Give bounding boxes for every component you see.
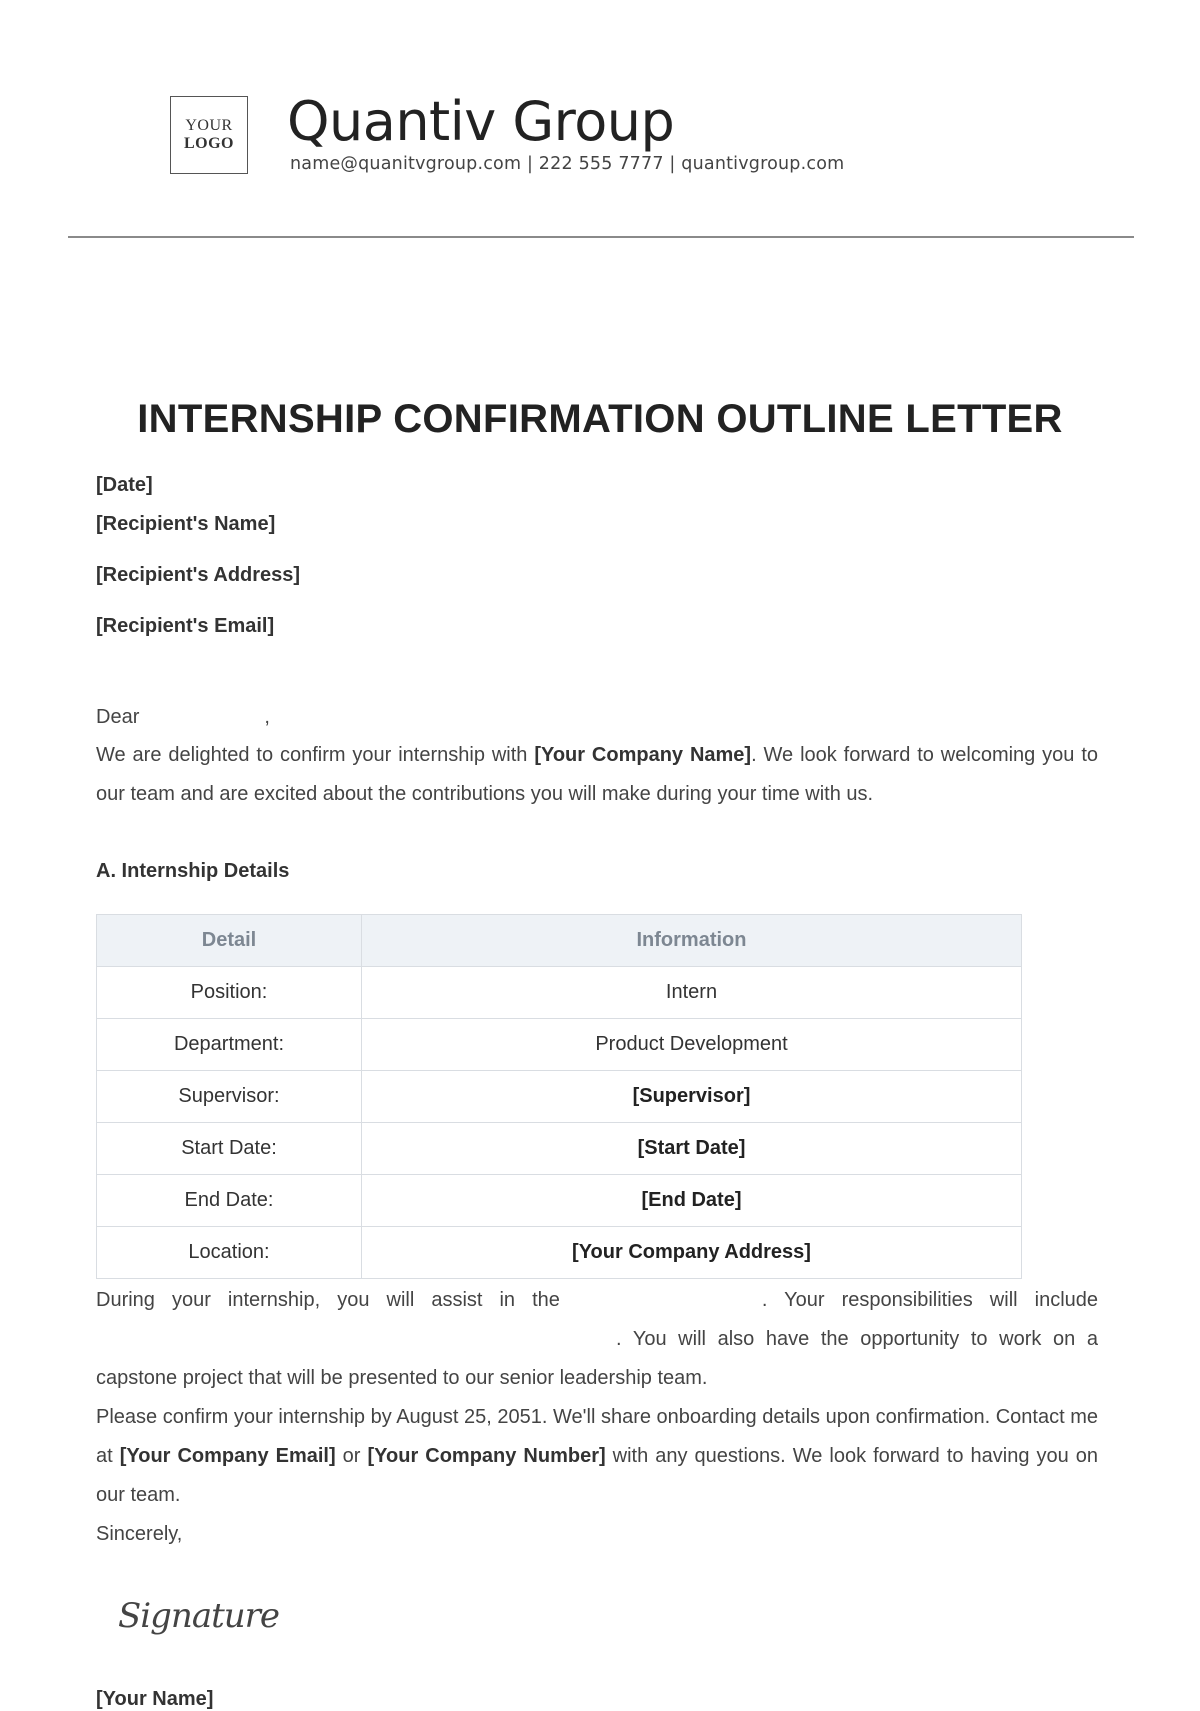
table-cell-info: Product Development — [362, 1019, 1022, 1071]
table-header-information: Information — [362, 915, 1022, 967]
signature: Signature — [118, 1596, 280, 1636]
table-header-detail: Detail — [97, 915, 362, 967]
logo-text-line2: LOGO — [183, 135, 234, 152]
table-row — [97, 1071, 1022, 1123]
header-divider — [68, 236, 1134, 238]
table-header-row — [97, 915, 1022, 967]
company-name-placeholder: [Your Company Name] — [534, 744, 752, 766]
table-cell-detail: Supervisor: — [97, 1071, 362, 1123]
duties-text-2: . Your responsibilities will include — [761, 1289, 1098, 1311]
recipient-name: [Recipient's Name] — [96, 513, 276, 535]
company-number-placeholder: [Your Company Number] — [367, 1445, 606, 1467]
table-cell-detail: Position: — [97, 967, 362, 1019]
duties-text-3: . You will also have the opportunity to work on a capstone project that will be presented to our senior leadership team. — [96, 1328, 1098, 1389]
logo-text-line1: YOUR — [185, 117, 233, 134]
table-cell-detail: Department: — [97, 1019, 362, 1071]
confirmation-paragraph — [96, 1398, 1098, 1515]
salutation-comma: , — [264, 706, 270, 728]
table-cell-info: Intern — [362, 967, 1022, 1019]
recipient-address: [Recipient's Address] — [96, 564, 301, 586]
table-row — [97, 1019, 1022, 1071]
intro-text-2: . We look forward to welcoming you to our team and are excited about the contributions you will make during your time with us. — [96, 744, 1099, 805]
duties-text-1: During your internship, you will assist in the — [96, 1289, 560, 1311]
table-row — [97, 967, 1022, 1019]
table-cell-info: [Start Date] — [362, 1123, 1022, 1175]
confirm-or: or — [335, 1445, 368, 1467]
table-row — [97, 1175, 1022, 1227]
date-placeholder: [Date] — [96, 474, 153, 496]
internship-details-table — [96, 914, 1022, 1279]
table-cell-detail: Start Date: — [97, 1123, 362, 1175]
company-contact-line: name@quanitvgroup.com | 222 555 7777 | quantivgroup.com — [290, 154, 845, 174]
salutation — [96, 698, 1098, 737]
table-cell-info: [End Date] — [362, 1175, 1022, 1227]
closing: Sincerely, — [96, 1523, 183, 1545]
company-email-placeholder: [Your Company Email] — [119, 1445, 336, 1467]
recipient-email: [Recipient's Email] — [96, 615, 275, 637]
intro-paragraph — [96, 736, 1098, 814]
confirm-text-2: with any questions. We look forward to having you on our team. — [96, 1445, 1098, 1506]
intro-text-1: We are delighted to confirm your internship with — [96, 744, 535, 766]
table-row — [97, 1123, 1022, 1175]
table-cell-info: [Your Company Address] — [362, 1227, 1022, 1279]
table-cell-detail: Location: — [97, 1227, 362, 1279]
table-cell-detail: End Date: — [97, 1175, 362, 1227]
salutation-text: Dear — [96, 706, 140, 728]
duties-paragraph — [96, 1281, 1098, 1398]
table-cell-info: [Supervisor] — [362, 1071, 1022, 1123]
document-title: INTERNSHIP CONFIRMATION OUTLINE LETTER — [137, 397, 1063, 441]
company-name: Quantiv Group — [287, 90, 675, 153]
table-row — [97, 1227, 1022, 1279]
sender-name: [Your Name] — [96, 1688, 214, 1710]
section-heading-internship-details: A. Internship Details — [96, 860, 290, 882]
confirm-text-1: Please confirm your internship by August 25, 2051. We'll share onboarding details upon confirmation. Contact me at — [96, 1406, 1098, 1467]
company-logo — [170, 96, 248, 174]
